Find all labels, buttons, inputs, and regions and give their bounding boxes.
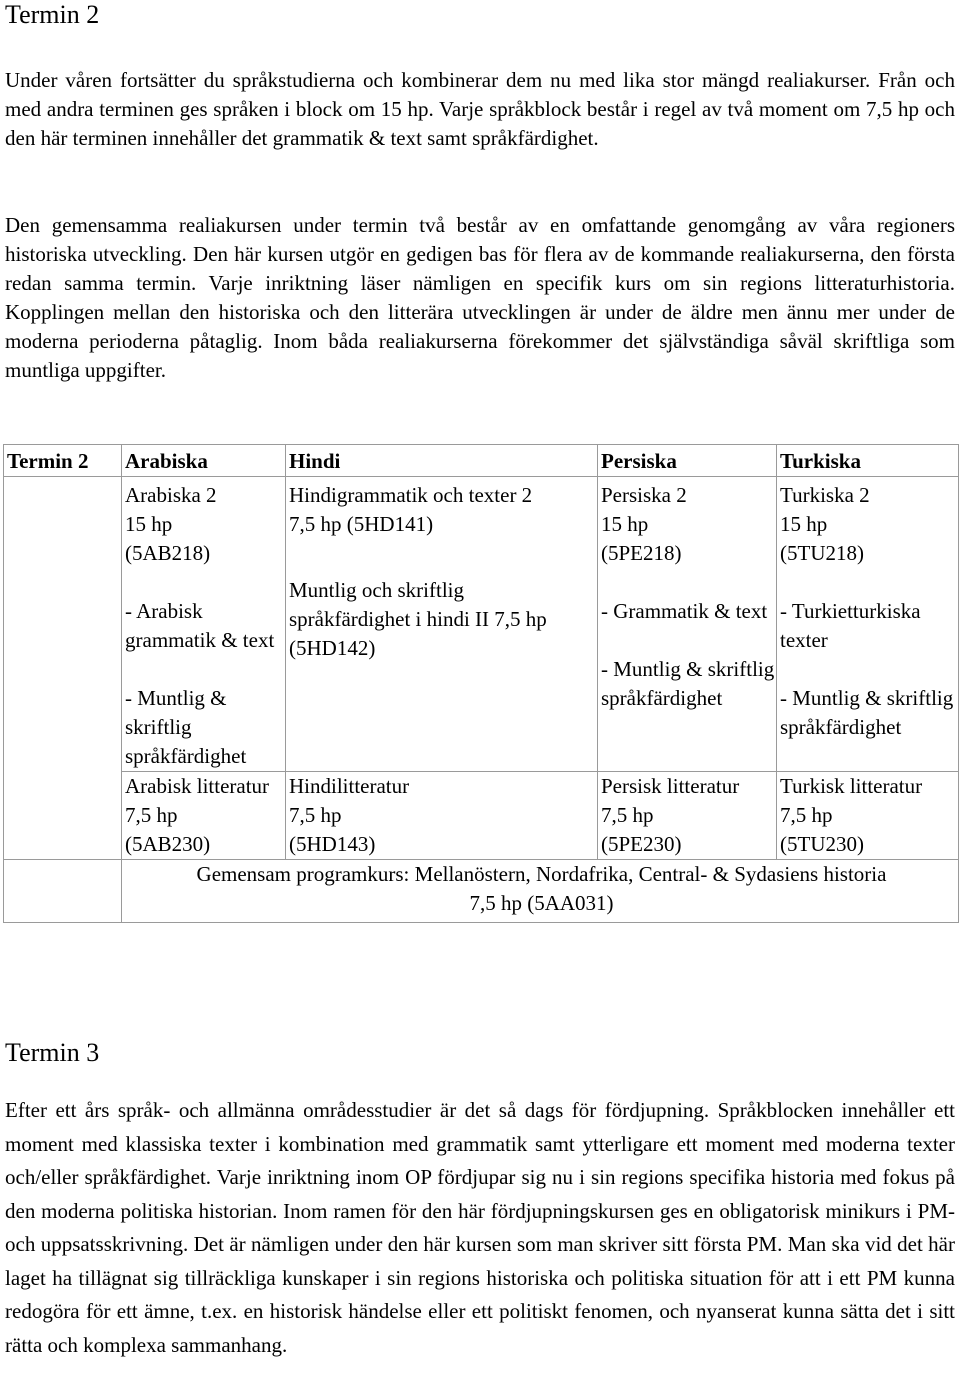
persiska-part-1: - Grammatik & text <box>601 599 768 623</box>
empty-termin-cell <box>4 477 122 860</box>
persiska-literature-credits: 7,5 hp <box>601 803 654 827</box>
hindi-literature-cell <box>286 772 598 860</box>
arabiska-literature-cell <box>122 772 286 860</box>
persiska-course-credits: 15 hp <box>601 512 649 536</box>
arabiska-literature-title: Arabisk litteratur <box>125 774 270 798</box>
persiska-language-cell <box>598 477 777 772</box>
termin2-heading: Termin 2 <box>5 0 100 29</box>
persiska-literature-title: Persisk litteratur <box>601 774 740 798</box>
arabiska-course-code: (5AB218) <box>125 541 211 565</box>
hindi-literature-credits: 7,5 hp <box>289 803 342 827</box>
language-block-row <box>4 477 959 772</box>
hindi-course1-credits: 7,5 hp (5HD141) <box>289 512 434 536</box>
header-turkiska: Turkiska <box>777 445 959 477</box>
arabiska-literature-code: (5AB230) <box>125 832 211 856</box>
table-header-row <box>4 445 959 477</box>
termin3-heading: Termin 3 <box>5 1038 100 1067</box>
course-table <box>3 444 959 923</box>
empty-termin-cell-2 <box>4 860 122 923</box>
arabiska-language-cell <box>122 477 286 772</box>
termin3-paragraph: Efter ett års språk- och allmänna områdesstudier är det så dags för fördjupning. Språkblocken innehåller ett moment med klassiska texter i kombination med grammatik samt ytterligare ett moment med moderna texter och/eller språkfärdighet. Varje inriktning inom OP fördjupar sig nu i sin regions specifika historia med fokus på den moderna politiska historian. Inom ramen för den här fördjupningskursen ges en obligatorisk minikurs i PM- och uppsatsskrivning. Det är nämligen under den här kursen som man skriver sitt första PM. Man ska vid det här laget ha tillägnat sig tillräckliga kunskaper i sin regions historiska och politiska situation för att i ett PM kunna redogöra för ett ämne, t.ex. en historisk händelse eller ett politiskt fenomen, och nyanserat kunna sätta det i sitt rätta och komplexa sammanhang. <box>5 1098 955 1357</box>
arabiska-part-1: - Arabisk grammatik & text <box>125 599 275 652</box>
termin2-intro-paragraph: Under våren fortsätter du språkstudierna och kombinerar dem nu med lika stor mängd realiakurser. Från och med andra terminen ges språken i block om 15 hp. Varje språkblock består i regel av två moment om 7,5 hp och den här terminen innehåller det grammatik & text samt språkfärdighet. <box>5 68 955 150</box>
turkiska-language-cell <box>777 477 959 772</box>
common-course-credits: 7,5 hp (5AA031) <box>469 891 614 915</box>
hindi-course2-line2: språkfärdighet i hindi II 7,5 hp <box>289 607 547 631</box>
hindi-course2-code: (5HD142) <box>289 636 376 660</box>
turkiska-part-1: - Turkietturkiska texter <box>780 599 921 652</box>
common-course-cell <box>122 860 959 923</box>
persiska-literature-code: (5PE230) <box>601 832 682 856</box>
hindi-literature-code: (5HD143) <box>289 832 376 856</box>
literature-row <box>4 772 959 860</box>
turkiska-course-title: Turkiska 2 <box>780 483 870 507</box>
hindi-literature-title: Hindilitteratur <box>289 774 410 798</box>
persiska-course-title: Persiska 2 <box>601 483 687 507</box>
header-persiska: Persiska <box>598 445 777 477</box>
turkiska-literature-code: (5TU230) <box>780 832 864 856</box>
header-termin: Termin 2 <box>4 445 122 477</box>
hindi-language-cell <box>286 477 598 772</box>
arabiska-course-credits: 15 hp <box>125 512 173 536</box>
turkiska-course-credits: 15 hp <box>780 512 828 536</box>
turkiska-literature-title: Turkisk litteratur <box>780 774 923 798</box>
turkiska-part-2: - Muntlig & skriftlig språkfärdighet <box>780 686 954 739</box>
header-hindi: Hindi <box>286 445 598 477</box>
termin2-realia-paragraph: Den gemensamma realiakursen under termin två består av en omfattande genomgång av våra regioners historiska utveckling. Den här kursen utgör en gedigen bas för flera av de kommande realiakurserna, den första redan samma termin. Varje inriktning läser nämligen en specifik kurs om sin regions litteraturhistoria. Kopplingen mellan den historiska och den litterära utvecklingen är under de äldre men ännu mer under de moderna perioderna påtaglig. Inom båda realiakurserna förekommer det självständiga såväl skriftliga som muntliga uppgifter. <box>5 213 955 382</box>
turkiska-literature-cell <box>777 772 959 860</box>
turkiska-course-code: (5TU218) <box>780 541 864 565</box>
arabiska-course-title: Arabiska 2 <box>125 483 217 507</box>
hindi-course2-line1: Muntlig och skriftlig <box>289 578 464 602</box>
persiska-course-code: (5PE218) <box>601 541 682 565</box>
hindi-course1-title: Hindigrammatik och texter 2 <box>289 483 533 507</box>
common-course-row <box>4 860 959 923</box>
header-arabiska: Arabiska <box>122 445 286 477</box>
turkiska-literature-credits: 7,5 hp <box>780 803 833 827</box>
arabiska-part-2: - Muntlig & skriftlig språkfärdighet <box>125 686 247 768</box>
persiska-literature-cell <box>598 772 777 860</box>
arabiska-literature-credits: 7,5 hp <box>125 803 178 827</box>
persiska-part-2: - Muntlig & skriftlig språkfärdighet <box>601 657 775 710</box>
common-course-title: Gemensam programkurs: Mellanöstern, Nordafrika, Central- & Sydasiens historia <box>196 862 887 886</box>
